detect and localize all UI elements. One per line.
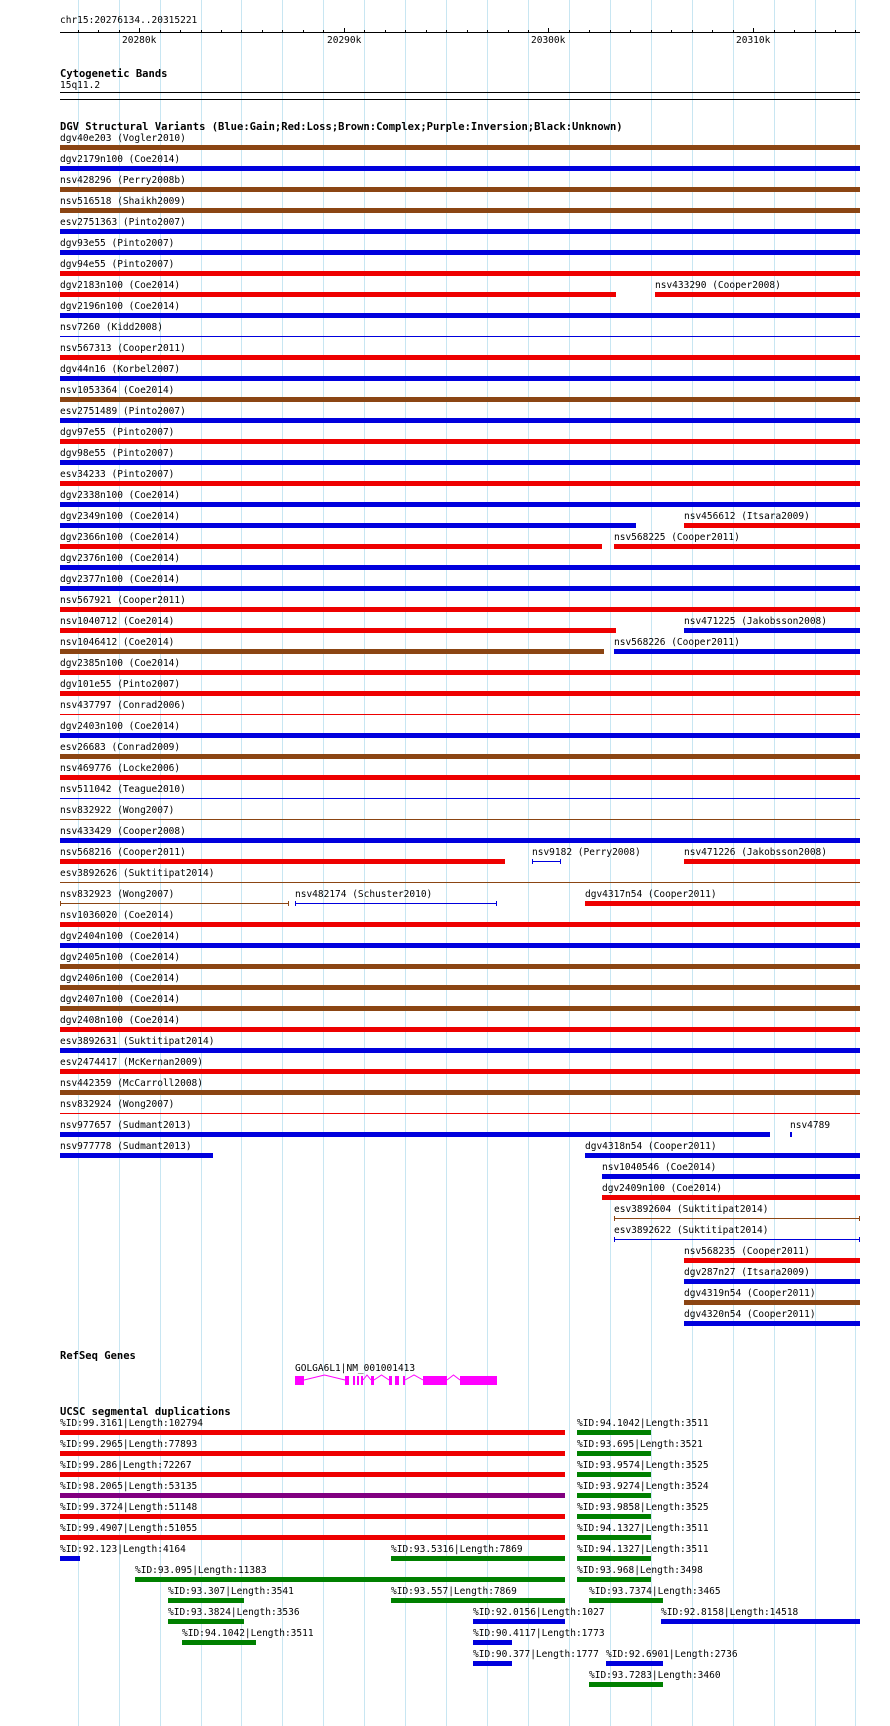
variant-label[interactable]: dgv4320n54 (Cooper2011) <box>684 1309 816 1320</box>
variant-bar[interactable] <box>60 439 860 444</box>
variant-label[interactable]: nsv568226 (Cooper2011) <box>614 637 740 648</box>
segdup-bar[interactable] <box>135 1577 565 1582</box>
variant-label[interactable]: nsv977657 (Sudmant2013) <box>60 1120 192 1131</box>
variant-bar[interactable] <box>60 882 860 883</box>
segdup-bar[interactable] <box>60 1472 565 1477</box>
minor-tick <box>610 30 611 33</box>
cytoband-track-title[interactable]: Cytogenetic Bands <box>60 68 168 80</box>
major-tick <box>753 28 754 33</box>
minor-tick <box>569 30 570 33</box>
segdup-label[interactable]: %ID:92.6901|Length:2736 <box>606 1649 738 1660</box>
variant-bar[interactable] <box>60 187 860 192</box>
segdup-label[interactable]: %ID:93.7374|Length:3465 <box>589 1586 721 1597</box>
variant-label[interactable]: esv3892604 (Suktitipat2014) <box>614 1204 769 1215</box>
minor-tick <box>508 30 509 33</box>
segdup-label[interactable]: %ID:94.1327|Length:3511 <box>577 1544 709 1555</box>
minor-tick <box>692 30 693 33</box>
minor-tick <box>589 30 590 33</box>
segdup-label[interactable]: %ID:90.377|Length:1777 <box>473 1649 599 1660</box>
segdup-label[interactable]: %ID:93.095|Length:11383 <box>135 1565 267 1576</box>
ruler-tick-label: 20290k <box>327 35 362 46</box>
variant-bar[interactable] <box>60 1132 770 1137</box>
variant-label[interactable]: nsv511042 (Teague2010) <box>60 784 186 795</box>
minor-tick <box>405 30 406 33</box>
variant-bar[interactable] <box>60 819 860 820</box>
minor-tick <box>671 30 672 33</box>
variant-label[interactable]: dgv2183n100 (Coe2014) <box>60 280 181 291</box>
variant-label[interactable]: nsv1040546 (Coe2014) <box>602 1162 717 1173</box>
variant-end-cap <box>614 1237 615 1242</box>
segdup-bar[interactable] <box>60 1514 565 1519</box>
variant-bar[interactable] <box>60 754 860 759</box>
minor-tick <box>446 30 447 33</box>
gene-exon <box>357 1376 359 1385</box>
segdup-label[interactable]: %ID:93.695|Length:3521 <box>577 1439 703 1450</box>
segdup-label[interactable]: %ID:99.2965|Length:77893 <box>60 1439 198 1450</box>
ruler-tick-label: 20280k <box>122 35 157 46</box>
variant-label[interactable]: dgv4318n54 (Cooper2011) <box>585 1141 717 1152</box>
minor-tick <box>835 30 836 33</box>
segdup-bar[interactable] <box>589 1598 663 1603</box>
gene-exon <box>361 1376 363 1385</box>
segdup-bar[interactable] <box>661 1619 860 1624</box>
minor-tick <box>303 30 304 33</box>
variant-label[interactable]: nsv1036020 (Coe2014) <box>60 910 175 921</box>
variant-bar[interactable] <box>60 714 860 715</box>
variant-label[interactable]: nsv832922 (Wong2007) <box>60 805 175 816</box>
variant-label[interactable]: nsv471226 (Jakobsson2008) <box>684 847 827 858</box>
segdup-label[interactable]: %ID:93.9574|Length:3525 <box>577 1460 709 1471</box>
segdup-bar[interactable] <box>168 1619 244 1624</box>
minor-tick <box>733 30 734 33</box>
segdup-label[interactable]: %ID:99.3724|Length:51148 <box>60 1502 198 1513</box>
minor-tick <box>201 30 202 33</box>
gene-exon <box>295 1376 304 1385</box>
variant-bar[interactable] <box>60 775 860 780</box>
variant-label[interactable]: dgv4317n54 (Cooper2011) <box>585 889 717 900</box>
variant-bar[interactable] <box>684 1321 860 1326</box>
ruler-tick-label: 20310k <box>736 35 771 46</box>
segdup-bar[interactable] <box>473 1661 512 1666</box>
variant-label[interactable]: nsv567313 (Cooper2011) <box>60 343 186 354</box>
variant-label[interactable]: dgv93e55 (Pinto2007) <box>60 238 175 249</box>
variant-bar[interactable] <box>60 418 860 423</box>
minor-tick <box>221 30 222 33</box>
variant-label[interactable]: dgv2409n100 (Coe2014) <box>602 1183 723 1194</box>
variant-bar[interactable] <box>60 628 616 633</box>
variant-bar[interactable] <box>60 355 860 360</box>
variant-bar[interactable] <box>684 523 860 528</box>
variant-label[interactable]: esv3892631 (Suktitipat2014) <box>60 1036 215 1047</box>
variant-label[interactable]: nsv516518 (Shaikh2009) <box>60 196 186 207</box>
segdup-label[interactable]: %ID:94.1042|Length:3511 <box>577 1418 709 1429</box>
variant-bar[interactable] <box>684 1258 860 1263</box>
variant-bar[interactable] <box>684 1279 860 1284</box>
refseq-track-title[interactable]: RefSeq Genes <box>60 1350 136 1362</box>
segdup-label[interactable]: %ID:93.3824|Length:3536 <box>168 1607 300 1618</box>
segdup-bar[interactable] <box>391 1598 565 1603</box>
segdup-bar[interactable] <box>606 1661 663 1666</box>
variant-end-cap <box>859 1237 860 1242</box>
variant-bar[interactable] <box>60 565 860 570</box>
gene-exon <box>353 1376 355 1385</box>
minor-tick <box>262 30 263 33</box>
segdup-label[interactable]: %ID:92.0156|Length:1027 <box>473 1607 605 1618</box>
variant-bar[interactable] <box>60 985 860 990</box>
variant-bar[interactable] <box>60 1069 860 1074</box>
grid-line <box>569 0 570 1726</box>
minor-tick <box>241 30 242 33</box>
variant-bar[interactable] <box>60 166 860 171</box>
variant-bar[interactable] <box>60 903 289 904</box>
variant-end-cap <box>496 901 497 906</box>
gene-exon <box>403 1376 405 1385</box>
minor-tick <box>323 30 324 33</box>
gene-exon <box>460 1376 497 1385</box>
variant-label[interactable]: dgv2338n100 (Coe2014) <box>60 490 181 501</box>
variant-end-cap <box>288 901 289 906</box>
minor-tick <box>282 30 283 33</box>
variant-label[interactable]: dgv2196n100 (Coe2014) <box>60 301 181 312</box>
segdup-bar[interactable] <box>60 1493 565 1498</box>
variant-bar[interactable] <box>60 943 860 948</box>
variant-label[interactable]: dgv40e203 (Vogler2010) <box>60 133 186 144</box>
variant-label[interactable]: dgv2407n100 (Coe2014) <box>60 994 181 1005</box>
variant-bar[interactable] <box>60 460 860 465</box>
segdup-bar[interactable] <box>577 1535 651 1540</box>
minor-tick <box>794 30 795 33</box>
variant-label[interactable]: esv3892622 (Suktitipat2014) <box>614 1225 769 1236</box>
variant-bar[interactable] <box>602 1195 860 1200</box>
segdup-bar[interactable] <box>60 1430 565 1435</box>
segdup-bar[interactable] <box>577 1451 651 1456</box>
major-tick <box>548 28 549 33</box>
variant-label[interactable]: dgv101e55 (Pinto2007) <box>60 679 181 690</box>
variant-bar[interactable] <box>585 901 860 906</box>
variant-bar[interactable] <box>60 733 860 738</box>
variant-label[interactable]: nsv832924 (Wong2007) <box>60 1099 175 1110</box>
variant-label[interactable]: nsv471225 (Jakobsson2008) <box>684 616 827 627</box>
segdup-bar[interactable] <box>391 1556 565 1561</box>
variant-label[interactable]: nsv568225 (Cooper2011) <box>614 532 740 543</box>
variant-label[interactable]: esv26683 (Conrad2009) <box>60 742 181 753</box>
minor-tick <box>160 30 161 33</box>
variant-end-cap <box>791 1132 792 1137</box>
segdup-label[interactable]: %ID:98.2065|Length:53135 <box>60 1481 198 1492</box>
variant-label[interactable]: dgv2385n100 (Coe2014) <box>60 658 181 669</box>
variant-bar[interactable] <box>60 544 602 549</box>
segdup-bar[interactable] <box>60 1556 80 1561</box>
variant-label[interactable]: nsv437797 (Conrad2006) <box>60 700 186 711</box>
variant-bar[interactable] <box>60 649 604 654</box>
segdup-bar[interactable] <box>60 1451 565 1456</box>
ruler-tick-label: 20300k <box>531 35 566 46</box>
variant-bar[interactable] <box>295 903 497 904</box>
variant-bar[interactable] <box>60 481 860 486</box>
variant-label[interactable]: nsv832923 (Wong2007) <box>60 889 175 900</box>
segdup-label[interactable]: %ID:92.8158|Length:14518 <box>661 1607 799 1618</box>
variant-label[interactable]: dgv94e55 (Pinto2007) <box>60 259 175 270</box>
segdup-label[interactable]: %ID:93.968|Length:3498 <box>577 1565 703 1576</box>
variant-label[interactable]: nsv1040712 (Coe2014) <box>60 616 175 627</box>
variant-label[interactable]: nsv428296 (Perry2008b) <box>60 175 186 186</box>
variant-bar[interactable] <box>614 1218 860 1219</box>
minor-tick <box>467 30 468 33</box>
variant-bar[interactable] <box>684 628 860 633</box>
segdup-bar[interactable] <box>182 1640 256 1645</box>
grid-line <box>528 0 529 1726</box>
minor-tick <box>180 30 181 33</box>
variant-bar[interactable] <box>60 586 860 591</box>
segdup-bar[interactable] <box>589 1682 663 1687</box>
variant-label[interactable]: nsv482174 (Schuster2010) <box>295 889 433 900</box>
major-tick <box>344 28 345 33</box>
variant-bar[interactable] <box>614 1239 860 1240</box>
variant-label[interactable]: dgv2179n100 (Coe2014) <box>60 154 181 165</box>
variant-bar[interactable] <box>614 544 860 549</box>
variant-bar[interactable] <box>60 1048 860 1053</box>
variant-bar[interactable] <box>60 208 860 213</box>
variant-label[interactable]: nsv456612 (Itsara2009) <box>684 511 810 522</box>
variant-bar[interactable] <box>614 649 860 654</box>
variant-label[interactable]: nsv469776 (Locke2006) <box>60 763 181 774</box>
variant-label[interactable]: esv3892626 (Suktitipat2014) <box>60 868 215 879</box>
variant-label[interactable]: esv34233 (Pinto2007) <box>60 469 175 480</box>
gene-exon <box>395 1376 399 1385</box>
minor-tick <box>815 30 816 33</box>
segdup-bar[interactable] <box>577 1577 651 1582</box>
segdup-bar[interactable] <box>473 1619 565 1624</box>
variant-bar[interactable] <box>60 1113 860 1114</box>
minor-tick <box>651 30 652 33</box>
variant-label[interactable]: nsv568216 (Cooper2011) <box>60 847 186 858</box>
variant-bar[interactable] <box>60 1090 860 1095</box>
minor-tick <box>630 30 631 33</box>
variant-label[interactable]: dgv2406n100 (Coe2014) <box>60 973 181 984</box>
variant-label[interactable]: esv2751489 (Pinto2007) <box>60 406 186 417</box>
segdup-bar[interactable] <box>577 1556 651 1561</box>
variant-bar[interactable] <box>602 1174 860 1179</box>
variant-label[interactable]: dgv2376n100 (Coe2014) <box>60 553 181 564</box>
variant-label[interactable]: dgv97e55 (Pinto2007) <box>60 427 175 438</box>
variant-bar[interactable] <box>655 292 860 297</box>
variant-label[interactable]: nsv1053364 (Coe2014) <box>60 385 175 396</box>
segdup-label[interactable]: %ID:93.557|Length:7869 <box>391 1586 517 1597</box>
variant-end-cap <box>532 859 533 864</box>
location-label: chr15:20276134..20315221 <box>60 15 198 26</box>
variant-label[interactable]: nsv9182 (Perry2008) <box>532 847 641 858</box>
variant-bar[interactable] <box>60 271 860 276</box>
cytoband-underline <box>60 99 860 100</box>
minor-tick <box>98 30 99 33</box>
cytoband-bar[interactable] <box>60 92 860 93</box>
minor-tick <box>712 30 713 33</box>
variant-bar[interactable] <box>60 922 860 927</box>
segdup-label[interactable]: %ID:93.9858|Length:3525 <box>577 1502 709 1513</box>
segdup-label[interactable]: %ID:93.7283|Length:3460 <box>589 1670 721 1681</box>
segdup-bar[interactable] <box>577 1472 651 1477</box>
gene-exon <box>389 1376 392 1385</box>
variant-label[interactable]: dgv2349n100 (Coe2014) <box>60 511 181 522</box>
variant-label[interactable]: dgv2403n100 (Coe2014) <box>60 721 181 732</box>
segdup-bar[interactable] <box>577 1430 651 1435</box>
variant-bar[interactable] <box>585 1153 860 1158</box>
variant-bar[interactable] <box>60 691 860 696</box>
segdup-bar[interactable] <box>473 1640 512 1645</box>
variant-label[interactable]: nsv433290 (Cooper2008) <box>655 280 781 291</box>
variant-bar[interactable] <box>60 1006 860 1011</box>
segdup-label[interactable]: %ID:99.286|Length:72267 <box>60 1460 192 1471</box>
variant-end-cap <box>295 901 296 906</box>
variant-bar[interactable] <box>60 336 860 337</box>
variant-bar[interactable] <box>60 607 860 612</box>
major-tick <box>139 28 140 33</box>
variant-end-cap <box>614 1216 615 1221</box>
minor-tick <box>364 30 365 33</box>
variant-label[interactable]: dgv44n16 (Korbel2007) <box>60 364 181 375</box>
variant-bar[interactable] <box>60 397 860 402</box>
variant-label[interactable]: nsv1046412 (Coe2014) <box>60 637 175 648</box>
variant-label[interactable]: dgv2404n100 (Coe2014) <box>60 931 181 942</box>
segdup-label[interactable]: %ID:93.307|Length:3541 <box>168 1586 294 1597</box>
minor-tick <box>119 30 120 33</box>
variant-bar[interactable] <box>60 250 860 255</box>
variant-label[interactable]: dgv2366n100 (Coe2014) <box>60 532 181 543</box>
variant-end-cap <box>60 901 61 906</box>
variant-label[interactable]: dgv2405n100 (Coe2014) <box>60 952 181 963</box>
variant-bar[interactable] <box>60 1027 860 1032</box>
minor-tick <box>78 30 79 33</box>
variant-label[interactable]: nsv977778 (Sudmant2013) <box>60 1141 192 1152</box>
gene-exon <box>371 1376 374 1385</box>
segdup-bar[interactable] <box>577 1493 651 1498</box>
gene-model[interactable] <box>295 1373 499 1387</box>
segdup-label[interactable]: %ID:94.1327|Length:3511 <box>577 1523 709 1534</box>
variant-bar[interactable] <box>60 313 860 318</box>
segdup-label[interactable]: %ID:90.4117|Length:1773 <box>473 1628 605 1639</box>
segdup-label[interactable]: %ID:94.1042|Length:3511 <box>182 1628 314 1639</box>
variant-label[interactable]: nsv568235 (Cooper2011) <box>684 1246 810 1257</box>
variant-bar[interactable] <box>60 502 860 507</box>
variant-label[interactable]: dgv287n27 (Itsara2009) <box>684 1267 810 1278</box>
dgv-track-title[interactable]: DGV Structural Variants (Blue:Gain;Red:Loss;Brown:Complex;Purple:Inversion;Black:Unknown) <box>60 121 623 133</box>
minor-tick <box>385 30 386 33</box>
variant-label[interactable]: dgv2377n100 (Coe2014) <box>60 574 181 585</box>
minor-tick <box>855 30 856 33</box>
variant-bar[interactable] <box>60 229 860 234</box>
variant-label[interactable]: esv2751363 (Pinto2007) <box>60 217 186 228</box>
variant-bar[interactable] <box>60 376 860 381</box>
variant-label[interactable]: dgv4319n54 (Cooper2011) <box>684 1288 816 1299</box>
segdup-bar[interactable] <box>577 1514 651 1519</box>
variant-label[interactable]: nsv7260 (Kidd2008) <box>60 322 163 333</box>
variant-end-cap <box>859 1216 860 1221</box>
gene-label[interactable]: GOLGA6L1|NM_001001413 <box>295 1363 416 1374</box>
variant-label[interactable]: nsv442359 (McCarroll2008) <box>60 1078 203 1089</box>
variant-label[interactable]: nsv567921 (Cooper2011) <box>60 595 186 606</box>
minor-tick <box>487 30 488 33</box>
segdup-track-title[interactable]: UCSC segmental duplications <box>60 1406 231 1418</box>
cytoband-label: 15q11.2 <box>60 80 101 91</box>
segdup-bar[interactable] <box>168 1598 244 1603</box>
variant-label[interactable]: nsv433429 (Cooper2008) <box>60 826 186 837</box>
variant-label[interactable]: dgv2408n100 (Coe2014) <box>60 1015 181 1026</box>
variant-label[interactable]: esv2474417 (McKernan2009) <box>60 1057 203 1068</box>
segdup-label[interactable]: %ID:99.3161|Length:102794 <box>60 1418 203 1429</box>
variant-bar[interactable] <box>60 838 860 843</box>
gene-exon <box>345 1376 349 1385</box>
minor-tick <box>774 30 775 33</box>
variant-bar[interactable] <box>684 1300 860 1305</box>
segdup-label[interactable]: %ID:93.5316|Length:7869 <box>391 1544 523 1555</box>
variant-bar[interactable] <box>532 861 561 862</box>
variant-bar[interactable] <box>60 964 860 969</box>
gene-exon <box>423 1376 447 1385</box>
variant-bar[interactable] <box>60 859 505 864</box>
variant-bar[interactable] <box>60 798 860 799</box>
variant-label[interactable]: nsv4789 <box>790 1120 831 1131</box>
segdup-label[interactable]: %ID:93.9274|Length:3524 <box>577 1481 709 1492</box>
variant-bar[interactable] <box>60 292 616 297</box>
variant-end-cap <box>560 859 561 864</box>
minor-tick <box>528 30 529 33</box>
segdup-bar[interactable] <box>60 1535 565 1540</box>
variant-bar[interactable] <box>60 145 860 150</box>
minor-tick <box>426 30 427 33</box>
variant-label[interactable]: dgv98e55 (Pinto2007) <box>60 448 175 459</box>
variant-bar[interactable] <box>684 859 860 864</box>
variant-bar[interactable] <box>60 670 860 675</box>
variant-bar[interactable] <box>60 523 636 528</box>
segdup-label[interactable]: %ID:92.123|Length:4164 <box>60 1544 186 1555</box>
variant-bar[interactable] <box>60 1153 213 1158</box>
segdup-label[interactable]: %ID:99.4907|Length:51055 <box>60 1523 198 1534</box>
